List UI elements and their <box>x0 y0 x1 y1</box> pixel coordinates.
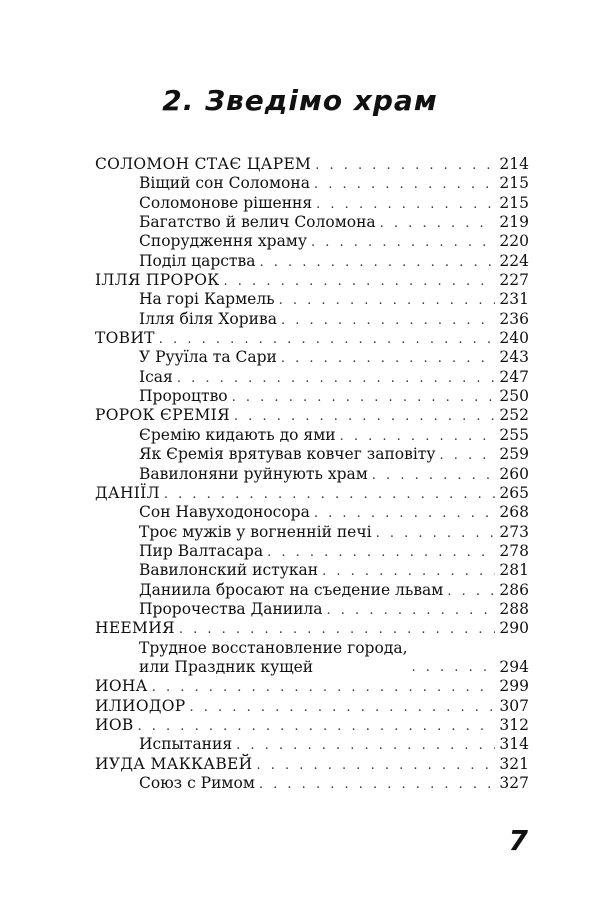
toc-entry-title: Вавилонский истукан <box>139 561 319 580</box>
dot-leader <box>316 195 495 214</box>
toc-subentry <box>95 735 529 754</box>
dot-leader <box>315 156 495 175</box>
toc-entry-title: Пир Валтасара <box>139 541 264 560</box>
dot-leader <box>322 562 495 581</box>
toc-subentry <box>95 213 529 232</box>
toc-page-number: 243 <box>499 348 529 367</box>
toc-subentry <box>95 774 529 793</box>
dot-leader <box>372 466 495 485</box>
toc-entry <box>95 716 529 735</box>
dot-leader <box>327 601 495 620</box>
toc-page-number: 240 <box>499 329 529 348</box>
toc-entry-title: ТОВИТ <box>95 329 155 348</box>
toc-entry <box>95 484 529 503</box>
toc-page-number: 312 <box>499 715 529 734</box>
toc-page-number: 215 <box>499 193 529 212</box>
chapter-title: 2. Зведімо храм <box>162 84 438 117</box>
toc-entry <box>95 677 529 696</box>
toc-entry-title: Ілля біля Хорива <box>139 309 277 328</box>
toc-subentry <box>95 523 529 542</box>
toc-subentry <box>95 348 529 367</box>
toc-entry-title: ІЛЛЯ ПРОРОК <box>95 271 220 290</box>
toc-page-number: 219 <box>499 213 529 232</box>
toc-subentry <box>95 445 529 464</box>
dot-leader <box>224 272 495 291</box>
toc-entry-title: Пророчества Даниила <box>139 599 323 618</box>
dot-leader <box>259 775 495 794</box>
toc-entry-title: Вавилоняни руйнують храм <box>139 464 368 483</box>
toc-subentry <box>95 465 529 484</box>
dot-leader <box>177 369 495 388</box>
toc-page-number: 236 <box>499 309 529 328</box>
toc-page-number: 321 <box>499 754 529 773</box>
toc-entry-title: Испытания <box>139 735 233 754</box>
dot-leader <box>267 543 495 562</box>
toc-page-number: 278 <box>499 541 529 560</box>
dot-leader <box>380 214 495 233</box>
toc-page-number: 268 <box>499 503 529 522</box>
toc-page-number: 224 <box>499 251 529 270</box>
toc-subentry <box>95 368 529 387</box>
dot-leader <box>138 717 495 736</box>
dot-leader <box>190 698 495 717</box>
toc-entry-title: Поділ царства <box>139 251 256 270</box>
toc-entry-title: СОЛОМОН СТАЄ ЦАРЕМ <box>95 155 312 173</box>
dot-leader <box>314 175 495 194</box>
toc-page-number: 281 <box>499 561 529 580</box>
toc-page-number: 259 <box>499 445 529 464</box>
dot-leader <box>340 427 495 446</box>
toc-page-number: 220 <box>499 232 529 251</box>
toc-page-number: 250 <box>499 387 529 406</box>
toc-page-number: 290 <box>499 619 529 638</box>
toc-page-number: 299 <box>499 677 529 696</box>
toc-page-number: 252 <box>499 406 529 425</box>
dot-leader <box>164 485 495 504</box>
dot-leader <box>281 349 495 368</box>
toc-page-number: 273 <box>499 522 529 541</box>
dot-leader <box>232 388 495 407</box>
toc-page-number: 294 <box>499 657 529 676</box>
toc-page-number: 215 <box>499 174 529 193</box>
toc-entry <box>95 697 529 716</box>
toc-entry-title: У Рууїла та Сари <box>139 348 277 367</box>
toc-subentry <box>95 387 529 406</box>
toc-entry <box>95 406 529 425</box>
toc-entry-title: Спорудження храму <box>139 232 307 251</box>
toc-subentry <box>95 600 529 619</box>
table-of-contents <box>95 155 529 793</box>
toc-entry-title: Віщий сон Соломона <box>139 174 310 193</box>
toc-subentry <box>95 174 529 193</box>
toc-page-number: 288 <box>499 599 529 618</box>
toc-entry-title: Єремію кидають до ями <box>139 425 336 444</box>
toc-entry-title: ИОВ <box>95 715 134 734</box>
toc-page-number: 307 <box>499 696 529 715</box>
toc-entry <box>95 271 529 290</box>
toc-subentry <box>95 290 529 309</box>
dot-leader <box>152 678 495 697</box>
toc-subentry <box>95 232 529 251</box>
toc-subentry <box>95 581 529 600</box>
toc-page-number: 286 <box>499 580 529 599</box>
toc-entry-title: Даниила бросают на съедение львам <box>139 580 444 599</box>
toc-page-number: 265 <box>499 483 529 502</box>
toc-subentry <box>95 426 529 445</box>
toc-entry-title: Трудное восстановление города, или Праздник кущей <box>139 638 408 676</box>
toc-subentry <box>95 639 529 678</box>
dot-leader <box>314 504 495 523</box>
dot-leader <box>440 446 496 465</box>
dot-leader <box>179 620 495 639</box>
toc-subentry <box>95 503 529 522</box>
toc-page-number: 255 <box>499 425 529 444</box>
toc-entry-title: Соломонове рішення <box>139 193 313 212</box>
toc-page-number: 327 <box>499 774 529 792</box>
page-number: 7 <box>508 824 528 857</box>
toc-subentry <box>95 561 529 580</box>
toc-page-number: 231 <box>499 290 529 309</box>
dot-leader <box>447 582 495 601</box>
toc-subentry <box>95 252 529 271</box>
toc-subentry <box>95 542 529 561</box>
dot-leader <box>234 407 495 426</box>
toc-page-number: 314 <box>499 735 529 754</box>
dot-leader <box>259 253 495 272</box>
toc-page-number: 260 <box>499 464 529 483</box>
toc-entry <box>95 329 529 348</box>
toc-entry-title: Пророцтво <box>139 387 228 406</box>
toc-entry-title: ИЛИОДОР <box>95 696 186 715</box>
toc-entry <box>95 155 529 174</box>
toc-entry <box>95 755 529 774</box>
toc-entry-title: Сон Навуходоносора <box>139 503 310 522</box>
toc-page-number: 247 <box>499 367 529 386</box>
toc-entry-title: ИОНА <box>95 677 148 696</box>
toc-entry-title: Союз с Римом <box>139 774 255 792</box>
dot-leader <box>412 658 495 677</box>
toc-subentry <box>95 194 529 213</box>
dot-leader <box>279 291 495 310</box>
dot-leader <box>236 736 495 755</box>
dot-leader <box>311 233 495 252</box>
toc-subentry <box>95 310 529 329</box>
toc-entry-title: Багатство й велич Соломона <box>139 213 376 232</box>
toc-entry-title: НЕЕМИЯ <box>95 619 175 638</box>
toc-entry-title: РОРОК ЄРЕМІЯ <box>95 406 230 425</box>
toc-entry-title: На горі Кармель <box>139 290 275 309</box>
toc-entry <box>95 619 529 638</box>
toc-entry-title: Як Єремія врятував ковчег заповіту <box>139 445 436 464</box>
toc-entry-title: Троє мужів у вогненній печі <box>139 522 372 541</box>
dot-leader <box>256 756 495 775</box>
toc-entry-title: ДАНІЇЛ <box>95 483 160 502</box>
toc-entry-title: ИУДА МАККАВЕЙ <box>95 754 253 773</box>
dot-leader <box>376 524 495 543</box>
toc-entry-title: Ісая <box>139 367 173 386</box>
dot-leader <box>159 330 495 349</box>
toc-page-number: 214 <box>499 155 529 173</box>
toc-page-number: 227 <box>499 271 529 290</box>
dot-leader <box>281 311 495 330</box>
